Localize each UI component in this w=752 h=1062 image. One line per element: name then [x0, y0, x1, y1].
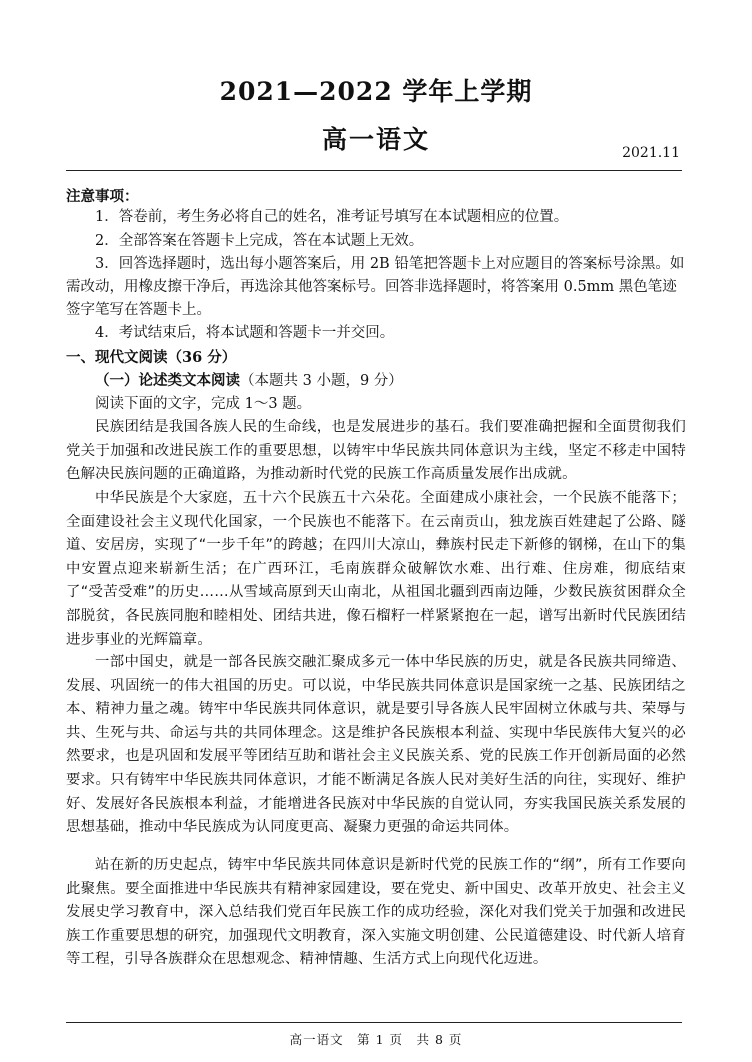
header-divider	[66, 170, 682, 171]
footer-divider	[66, 1022, 682, 1023]
exam-subject: 高一语文	[321, 125, 430, 154]
notice-item-1: 1．答卷前，考生务必将自己的姓名，准考证号填写在本试题相应的位置。	[95, 209, 569, 225]
reading-instruction: 阅读下面的文字，完成 1～3 题。	[95, 396, 312, 412]
section-heading: 一、现代文阅读（36 分）	[66, 349, 237, 366]
passage-paragraph-2: 中华民族是个大家庭，五十六个民族五十六朵花。全面建成小康社会，一个民族不能落下；全面建设社会主义现代化国家，一个民族也不能落下。在云南贡山，独龙族百姓建起了公路、隧道、安居房，实现了“一步千年”的跨越；在四川大凉山，彝族村民走下新修的钢梯，在山下的集中安置点迎来崭新生活；在广西环江，毛南族群众破解饮水难、出行难、住房难，彻底结束了“受苦受难”的历史……从雪域高原到天山南北，从祖国北疆到西南边陲，少数民族贫困群众全部脱贫，各民族同胞和睦相处、团结共进，像石榴籽一样紧紧抱在一起，谱写出新时代民族团结进步事业的光辉篇章。	[66, 490, 686, 648]
notice-item-3: 3．回答选择题时，选出每小题答案后，用 2B 铅笔把答题卡上对应题目的答案标号涂黑。如需改动，用橡皮擦干净后，再选涂其他答案标号。回答非选择题时，将答案用 0.5mm 黑色笔迹签字笔写在答题卡上。	[66, 256, 685, 318]
sub-section-title: （一）论述类文本阅读	[95, 372, 240, 389]
notice-heading: 注意事项：	[66, 188, 139, 205]
notice-item-4: 4．考试结束后，将本试题和答题卡一并交回。	[95, 325, 395, 341]
sub-section-score: （本题共 3 小题，9 分）	[240, 373, 403, 389]
passage-paragraph-3: 一部中国史，就是一部各民族交融汇聚成多元一体中华民族的历史，就是各民族共同缔造、发展、巩固统一的伟大祖国的历史。可以说，中华民族共同体意识是国家统一之基、民族团结之本、精神力量之魂。铸牢中华民族共同体意识，就是要引导各族人民牢固树立休戚与共、荣辱与共、生死与共、命运与共的共同体理念。这是维护各民族根本利益、实现中华民族伟大复兴的必然要求，也是巩固和发展平等团结互助和谐社会主义民族关系、党的民族工作开创新局面的必然要求。只有铸牢中华民族共同体意识，才能不断满足各族人民对美好生活的向往，实现好、维护好、发展好各民族根本利益，才能增进各民族对中华民族的自觉认同，夯实我国民族关系发展的思想基础，推动中华民族成为认同度更高、凝聚力更强的命运共同体。	[66, 654, 686, 836]
page-footer: 高一语文 第 1 页 共 8 页	[289, 1032, 463, 1047]
passage-paragraph-1: 民族团结是我国各族人民的生命线，也是发展进步的基石。我们要准确把握和全面贯彻我们党关于加强和改进民族工作的重要思想，以铸牢中华民族共同体意识为主线，坚定不移走中国特色解决民族问题的正确道路，为推动新时代党的民族工作高质量发展作出成就。	[66, 419, 686, 483]
exam-date: 2021.11	[622, 145, 680, 161]
exam-title: 2021—2022 学年上学期	[219, 77, 533, 106]
passage-paragraph-4: 站在新的历史起点，铸牢中华民族共同体意识是新时代党的民族工作的“纲”，所有工作要向此聚焦。要全面推进中华民族共有精神家园建设，要在党史、新中国史、改革开放史、社会主义发展史学习教育中，深入总结我们党百年民族工作的成功经验，深化对我们党关于加强和改进民族工作重要思想的研究，加强现代文明教育，深入实施文明创建、公民道德建设、时代新人培育等工程，引导各族群众在思想观念、精神情趣、生活方式上向现代化迈进。	[66, 857, 686, 968]
sub-section-heading	[95, 369, 403, 390]
notice-item-2: 2．全部答案在答题卡上完成，答在本试题上无效。	[95, 233, 424, 249]
